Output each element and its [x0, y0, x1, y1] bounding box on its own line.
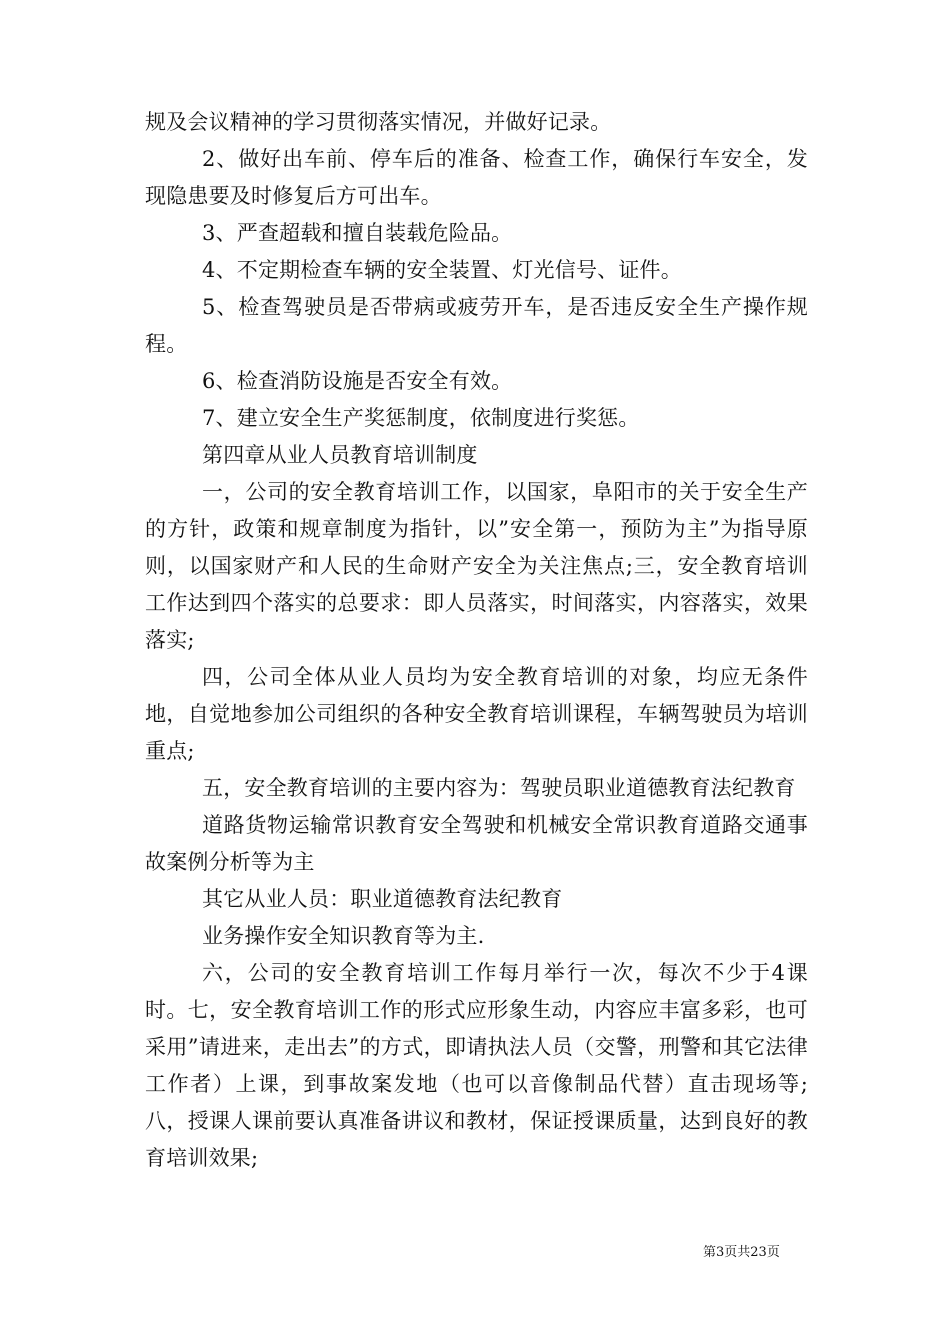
paragraph-1: 规及会议精神的学习贯彻落实情况，并做好记录。	[145, 110, 612, 134]
chapter-heading: 第四章从业人员教育培训制度	[202, 443, 478, 467]
paragraph-14: 业务操作安全知识教育等为主.	[202, 924, 485, 948]
paragraph-2: 2、做好出车前、停车后的准备、检查工作，确保行车安全，发现隐患要及时修复后方可出车。	[145, 147, 808, 208]
paragraph-9: 一，公司的安全教育培训工作，以国家，阜阳市的关于安全生产的方针，政策和规章制度为指针，以”安全第一，预防为主”为指导原则，以国家财产和人民的生命财产安全为关注焦点;三，安全教育培训工作达到四个落实的总要求：即人员落实，时间落实，内容落实，效果落实;	[145, 480, 808, 652]
page-number: 第3页共23页	[703, 1245, 780, 1260]
paragraph-4: 4、不定期检查车辆的安全装置、灯光信号、证件。	[202, 258, 682, 282]
paragraph-15: 六，公司的安全教育培训工作每月举行一次，每次不少于4课时。七，安全教育培训工作的形式应形象生动，内容应丰富多彩，也可采用”请进来，走出去”的方式，即请执法人员（交警，刑警和其它法律工作者）上课，到事故案发地（也可以音像制品代替）直击现场等;八，授课人课前要认真准备讲议和教材，保证授课质量，达到良好的教育培训效果;	[145, 961, 808, 1170]
paragraph-12: 道路货物运输常识教育安全驾驶和机械安全常识教育道路交通事故案例分析等为主	[145, 813, 808, 874]
paragraph-11: 五，安全教育培训的主要内容为：驾驶员职业道德教育法纪教育	[202, 776, 796, 800]
document-body	[145, 104, 808, 1177]
paragraph-6: 6、检查消防设施是否安全有效。	[202, 369, 513, 393]
paragraph-10: 四，公司全体从业人员均为安全教育培训的对象，均应无条件地，自觉地参加公司组织的各种安全教育培训课程，车辆驾驶员为培训重点;	[145, 665, 808, 763]
paragraph-5: 5、检查驾驶员是否带病或疲劳开车，是否违反安全生产操作规程。	[145, 295, 808, 356]
paragraph-13: 其它从业人员：职业道德教育法纪教育	[202, 887, 563, 911]
paragraph-7: 7、建立安全生产奖惩制度，依制度进行奖惩。	[202, 406, 640, 430]
paragraph-3: 3、严查超载和擅自装载危险品。	[202, 221, 513, 245]
